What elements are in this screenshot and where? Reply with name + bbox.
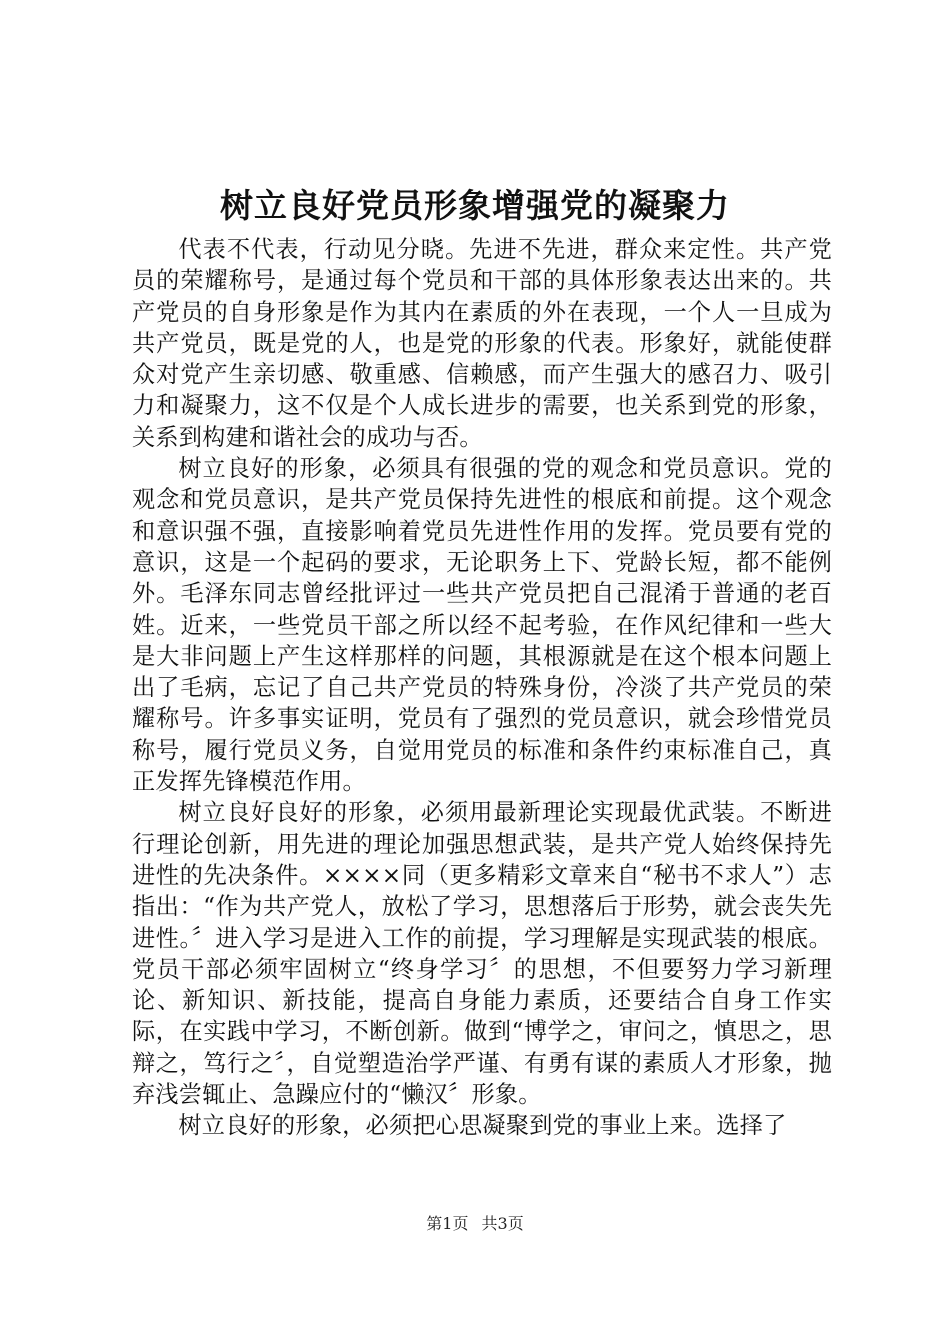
paragraph-4: 树立良好的形象，必须把心思凝聚到党的事业上来。选择了 (178, 1112, 787, 1140)
document-body (132, 234, 832, 1142)
paragraph-2: 树立良好的形象，必须具有很强的党的观念和党员意识。党的观念和党员意识，是共产党员保持先进性的根底和前提。这个观念和意识强不强，直接影响着党员先进性作用的发挥。党员要有党的意识，这是一个起码的要求，无论职务上下、党龄长短，都不能例外。毛泽东同志曾经批评过一些共产党员把自己混淆于普通的老百姓。近来，一些党员干部之所以经不起考验，在作风纪律和一些大是大非问题上产生这样那样的问题，其根源就是在这个根本问题上出了毛病，忘记了自己共产党员的特殊身份，冷淡了共产党员的荣耀称号。许多事实证明，党员有了强烈的党员意识，就会珍惜党员称号，履行党员义务，自觉用党员的标准和条件约束标准自己，真正发挥先锋模范作用。 (132, 455, 832, 796)
paragraph-3: 树立良好良好的形象，必须用最新理论实现最优武装。不断进行理论创新，用先进的理论加强思想武装，是共产党人始终保持先进性的先决条件。××××同（更多精彩文章来自“秘书不求人”）志指出：“作为共产党人，放松了学习，思想落后于形势，就会丧失先进性。〞进入学习是进入工作的前提，学习理解是实现武装的根底。党员干部必须牢固树立“终身学习〞的思想，不但要努力学习新理论、新知识、新技能，提高自身能力素质，还要结合自身工作实际，在实践中学习，不断创新。做到“博学之，审问之，慎思之，思辩之，笃行之〞，自觉塑造治学严谨、有勇有谋的素质人才形象，抛弃浅尝辄止、急躁应付的“懒汉〞形象。 (132, 799, 832, 1109)
page-footer (0, 1214, 950, 1234)
page-number: 第1页 (426, 1214, 469, 1233)
page-total: 共3页 (481, 1214, 524, 1233)
paragraph-1: 代表不代表，行动见分晓。先进不先进，群众来定性。共产党员的荣耀称号，是通过每个党员和干部的具体形象表达出来的。共产党员的自身形象是作为其内在素质的外在表现，一个人一旦成为共产党员，既是党的人，也是党的形象的代表。形象好，就能使群众对党产生亲切感、敬重感、信赖感，而产生强大的感召力、吸引力和凝聚力，这不仅是个人成长进步的需要，也关系到党的形象，关系到构建和谐社会的成功与否。 (132, 236, 832, 451)
document-title: 树立良好党员形象增强党的凝聚力 (220, 186, 730, 225)
